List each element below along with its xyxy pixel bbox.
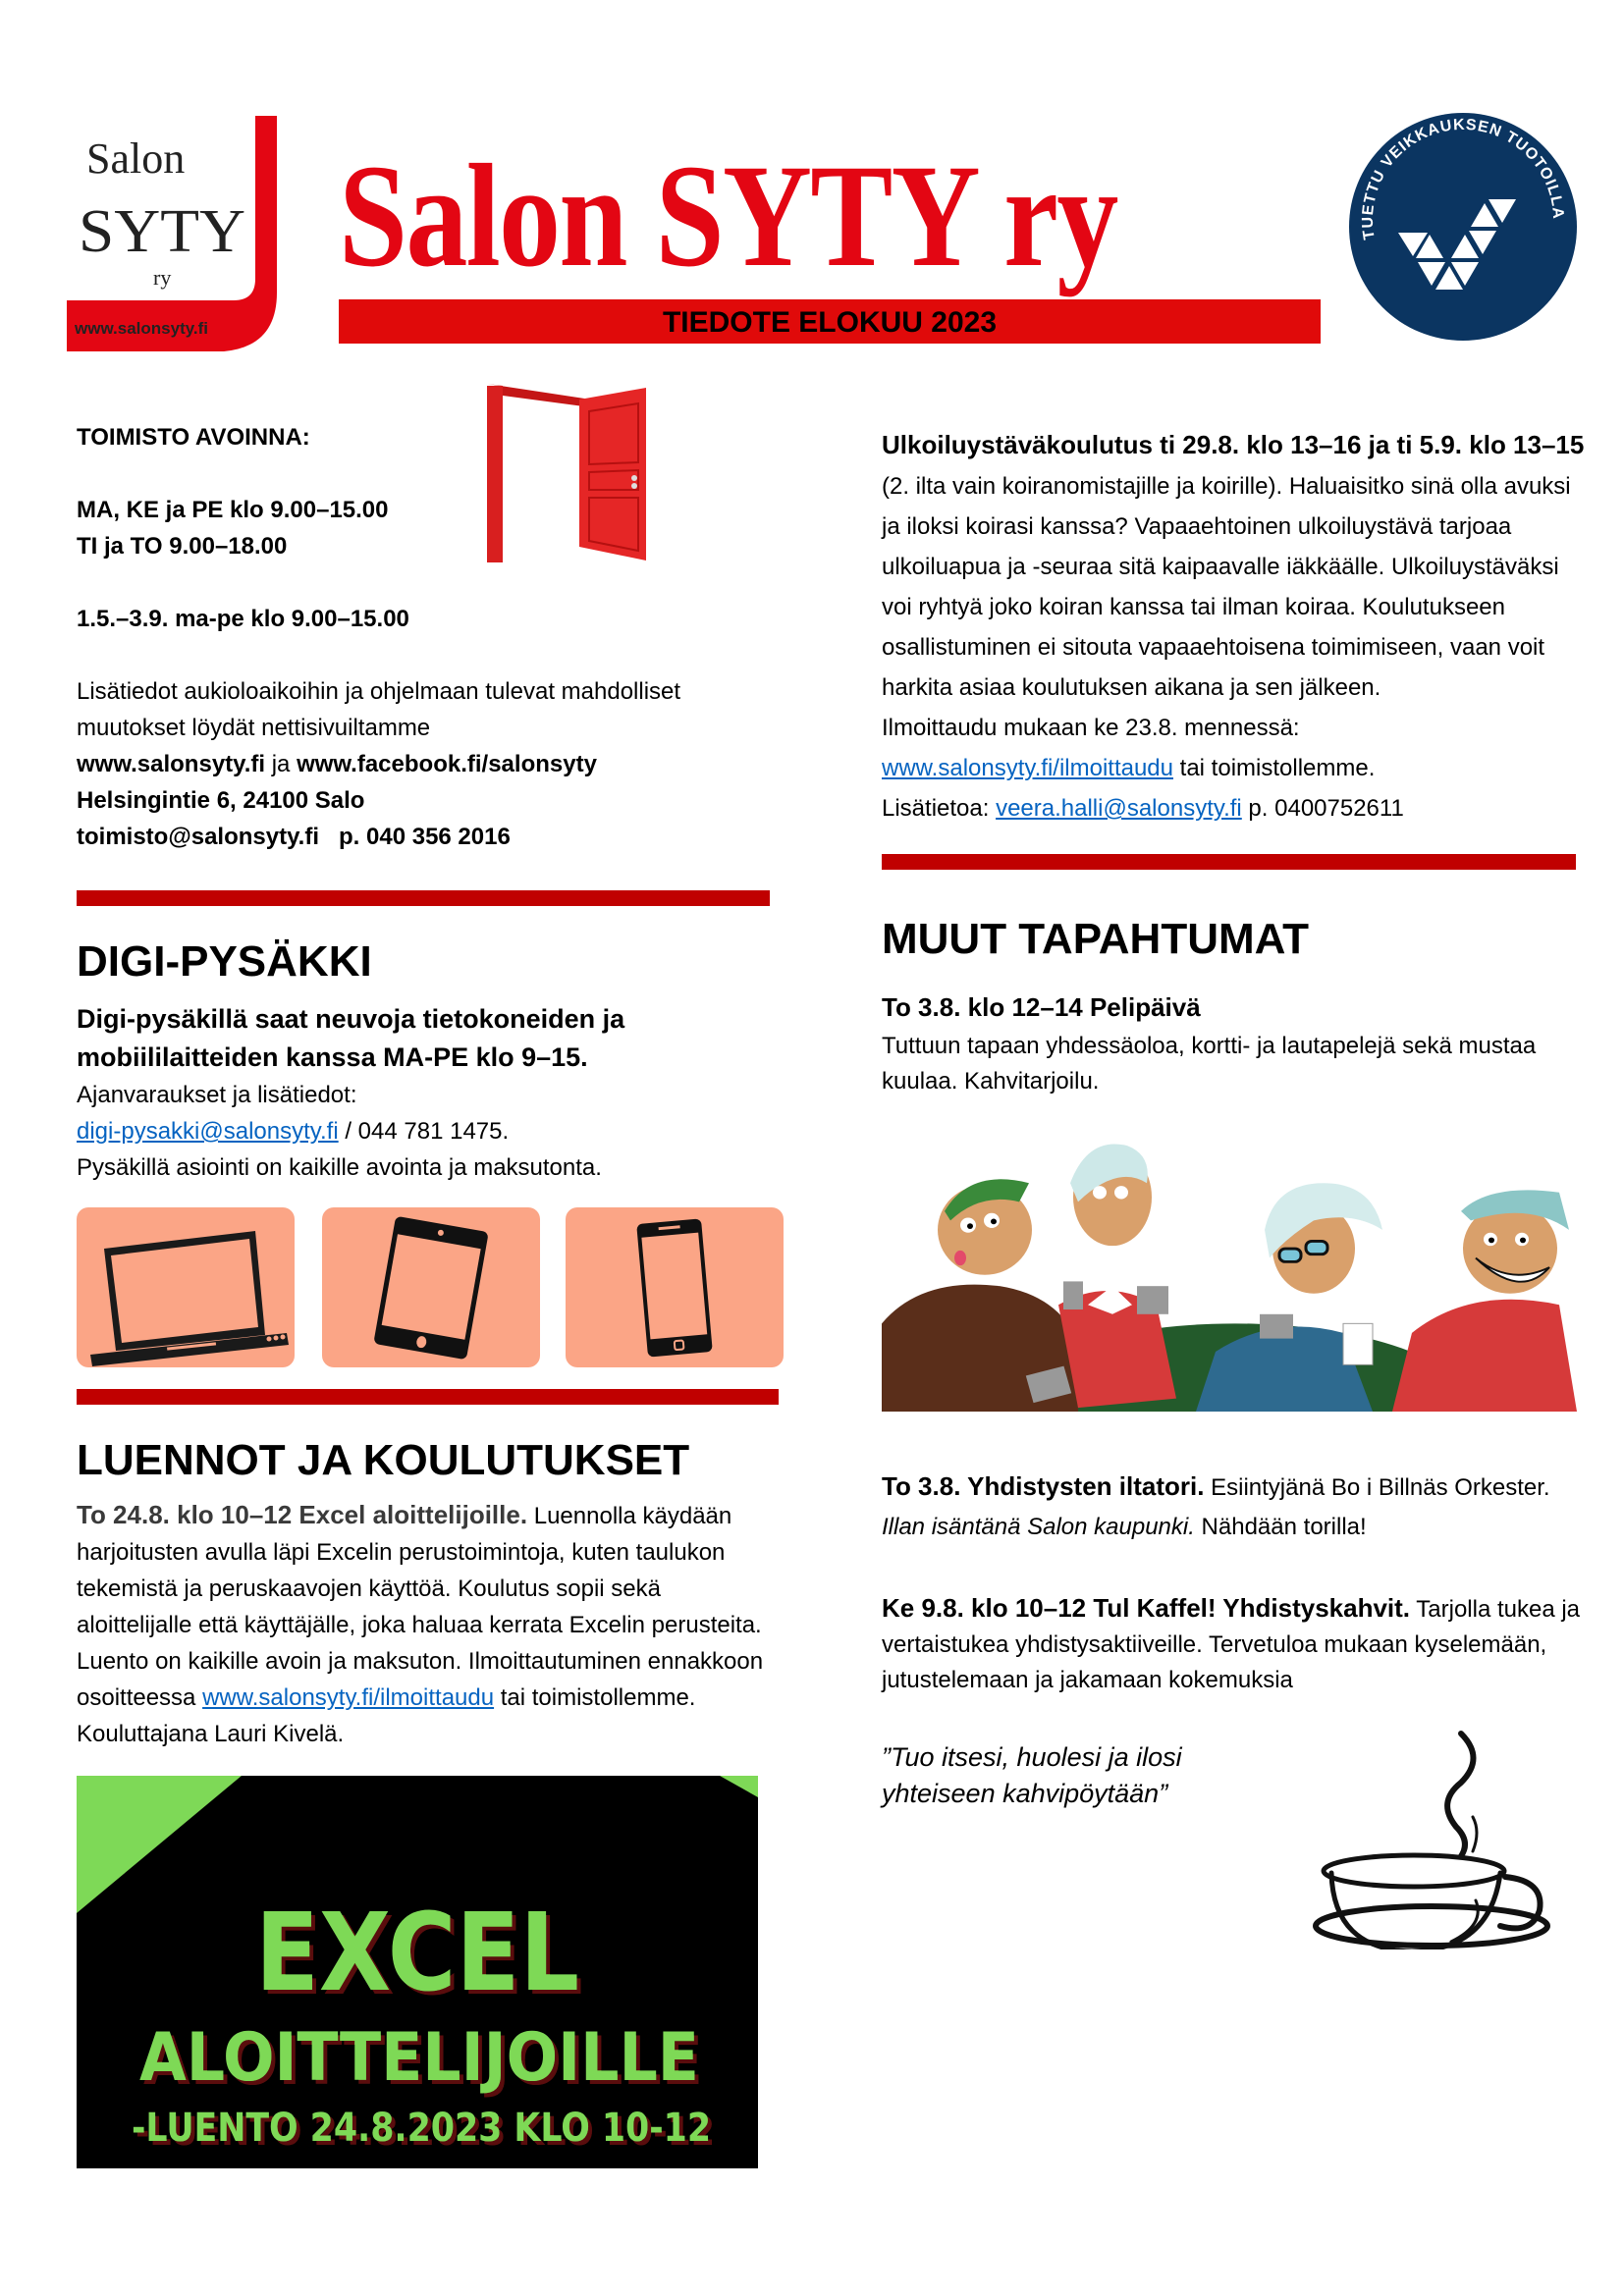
logo-url[interactable]: www.salonsyty.fi bbox=[75, 319, 209, 338]
smartphone-icon bbox=[566, 1207, 784, 1367]
office-hours-2: TI ja TO 9.00–18.00 bbox=[77, 533, 288, 560]
digi-section bbox=[77, 1000, 776, 1186]
tablet-icon bbox=[322, 1207, 540, 1367]
iltatori-host: Illan isäntänä Salon kaupunki. bbox=[882, 1514, 1195, 1540]
office-contact-block bbox=[77, 673, 776, 855]
laptop-card bbox=[77, 1207, 295, 1367]
kaffel-event bbox=[882, 1590, 1585, 1698]
tablet-card bbox=[322, 1207, 540, 1367]
card-players-illustration bbox=[882, 1127, 1577, 1412]
ulkoilu-contact-email[interactable]: veera.halli@salonsyty.fi bbox=[996, 795, 1242, 822]
luennot-section bbox=[77, 1497, 776, 1752]
veikkaus-badge bbox=[1347, 111, 1579, 343]
registration-link[interactable]: www.salonsyty.fi/ilmoittaudu bbox=[202, 1684, 495, 1711]
kaffel-title: Ke 9.8. klo 10–12 Tul Kaffel! Yhdistyskahvit. bbox=[882, 1593, 1411, 1623]
excel-lecture-title: To 24.8. klo 10–12 Excel aloittelijoille. bbox=[77, 1500, 528, 1529]
excel-poster-image bbox=[77, 1776, 758, 2168]
section-divider bbox=[77, 1389, 779, 1405]
ulkoilu-title: Ulkoiluystäväkoulutus ti 29.8. klo 13–16 ja ti 5.9. klo 13–15 bbox=[882, 430, 1585, 459]
ulkoilu-registration-link[interactable]: www.salonsyty.fi/ilmoittaudu bbox=[882, 755, 1173, 781]
office-hours-section bbox=[77, 419, 776, 855]
ulkoilu-contact-phone: p. 0400752611 bbox=[1241, 795, 1404, 822]
red-door-image bbox=[473, 378, 662, 569]
left-column bbox=[77, 419, 776, 2168]
iltatori-title: To 3.8. Yhdistysten iltatori. bbox=[882, 1471, 1205, 1501]
poster-line2: ALOITTELIJOILLE bbox=[139, 2019, 699, 2097]
digi-email-link[interactable]: digi-pysakki@salonsyty.fi bbox=[77, 1118, 339, 1145]
ulkoilu-body: Haluaisitko sinä olla avuksi ja iloksi koirasi kanssa? Vapaaehtoinen ulkoiluystävä tarjoaa ulkoiluapua ja -seuraa sitä kaipaavalle iäkkäälle. Ulkoiluystäväksi voi ryhtyä joko koiran kanssa tai ilman koiraa. Koulutukseen osallistuminen ei sitouta vapaaehtoisena toimimiseen, vaan voit harkita asiaa koulutuksen aikana ja sen jälkeen. bbox=[882, 473, 1571, 701]
digi-booking: Ajanvaraukset ja lisätiedot: bbox=[77, 1082, 357, 1108]
iltatori-body2: Nähdään torilla! bbox=[1194, 1514, 1367, 1540]
pelipaiva-body: Tuttuun tapaan yhdessäoloa, kortti- ja lautapelejä sekä mustaa kuulaa. Kahvitarjoilu. bbox=[882, 1033, 1537, 1095]
digi-heading: DIGI-PYSÄKKI bbox=[77, 937, 372, 986]
iltatori-event bbox=[882, 1467, 1585, 1547]
poster-line1: EXCEL bbox=[255, 1890, 579, 2015]
logo-line1: Salon bbox=[86, 134, 186, 183]
website-link[interactable]: www.salonsyty.fi bbox=[77, 751, 266, 777]
ulkoilu-after: tai toimistollemme. bbox=[1173, 755, 1376, 781]
ulkoiluystava-section bbox=[882, 425, 1585, 828]
ulkoilu-more-label: Lisätietoa: bbox=[882, 795, 997, 822]
office-hours-block bbox=[77, 419, 509, 673]
office-summer-hours: 1.5.–3.9. ma-pe klo 9.00–15.00 bbox=[77, 606, 409, 632]
section-divider bbox=[882, 854, 1576, 870]
registration-after: tai toimistollemme. bbox=[494, 1684, 696, 1711]
smartphone-card bbox=[566, 1207, 784, 1367]
and-text: ja bbox=[265, 751, 298, 777]
badge-text: TUETTU VEIKKAUKSEN TUOTOILLA bbox=[1359, 116, 1567, 241]
quote-row bbox=[882, 1724, 1585, 1959]
digi-phone: / 044 781 1475. bbox=[338, 1118, 510, 1145]
office-phone: p. 040 356 2016 bbox=[339, 824, 511, 850]
coffee-quote: ”Tuo itsesi, huolesi ja ilosi yhteiseen kahvipöytään” bbox=[882, 1742, 1182, 1808]
subtitle: TIEDOTE ELOKUU 2023 bbox=[339, 299, 1321, 344]
ulkoilu-note: (2. ilta vain koiranomistajille ja koirille). bbox=[882, 473, 1283, 500]
luennot-heading: LUENNOT JA KOULUTUKSET bbox=[77, 1436, 690, 1484]
iltatori-body1: Esiintyjänä Bo i Billnäs Orkester. bbox=[1204, 1474, 1550, 1501]
muut-heading: MUUT TAPAHTUMAT bbox=[882, 915, 1310, 963]
page-title: Salon SYTY ry bbox=[339, 134, 1117, 297]
facebook-link[interactable]: www.facebook.fi/salonsyty bbox=[297, 751, 597, 777]
laptop-icon bbox=[77, 1207, 295, 1367]
office-hours-1: MA, KE ja PE klo 9.00–15.00 bbox=[77, 497, 389, 523]
ulkoilu-deadline: Ilmoittaudu mukaan ke 23.8. mennessä: bbox=[882, 715, 1300, 741]
digi-lead: Digi-pysäkillä saat neuvoja tietokoneiden ja mobiililaitteiden kanssa MA-PE klo 9–15. bbox=[77, 1004, 625, 1072]
excel-lecture-body: Luennolla käydään harjoitusten avulla läpi Excelin perustoimintoja, kuten taulukon tekemistä ja peruskaavojen käyttöä. Koulutus sopii sekä aloittelijalle että käyttäjälle, joka haluaa kerrata Excelin perusteita. Luento on kaikille avoin ja maksuton. Ilmoittautuminen ennakkoon osoitteessa bbox=[77, 1503, 764, 1711]
coffee-cup-icon bbox=[1304, 1724, 1569, 1949]
logo-line2: SYTY bbox=[79, 198, 245, 265]
right-column bbox=[882, 425, 1585, 1959]
office-address: Helsingintie 6, 24100 Salo bbox=[77, 787, 365, 814]
salon-syty-logo bbox=[67, 116, 302, 354]
poster-line3: -LUENTO 24.8.2023 KLO 10-12 bbox=[132, 2106, 711, 2151]
kaffel-body: Tarjolla tukea ja vertaistukea yhdistysaktiiveille. Tervetuloa mukaan kyselemään, jutustelemaan ja jakamaan kokemuksia bbox=[882, 1596, 1581, 1693]
office-heading: TOIMISTO AVOINNA: bbox=[77, 424, 310, 451]
office-info: Lisätiedot aukioloaikoihin ja ohjelmaan tulevat mahdolliset muutokset löydät nettisivuiltamme bbox=[77, 678, 681, 741]
device-cards bbox=[77, 1207, 776, 1367]
pelipaiva-event bbox=[882, 986, 1585, 1099]
pelipaiva-title: To 3.8. klo 12–14 Pelipäivä bbox=[882, 992, 1201, 1022]
logo-sub: ry bbox=[153, 265, 172, 290]
section-divider bbox=[77, 890, 770, 906]
digi-free-note: Pysäkillä asiointi on kaikille avointa ja maksutonta. bbox=[77, 1154, 602, 1181]
trainer: Kouluttajana Lauri Kivelä. bbox=[77, 1721, 345, 1747]
office-email[interactable]: toimisto@salonsyty.fi bbox=[77, 824, 319, 850]
